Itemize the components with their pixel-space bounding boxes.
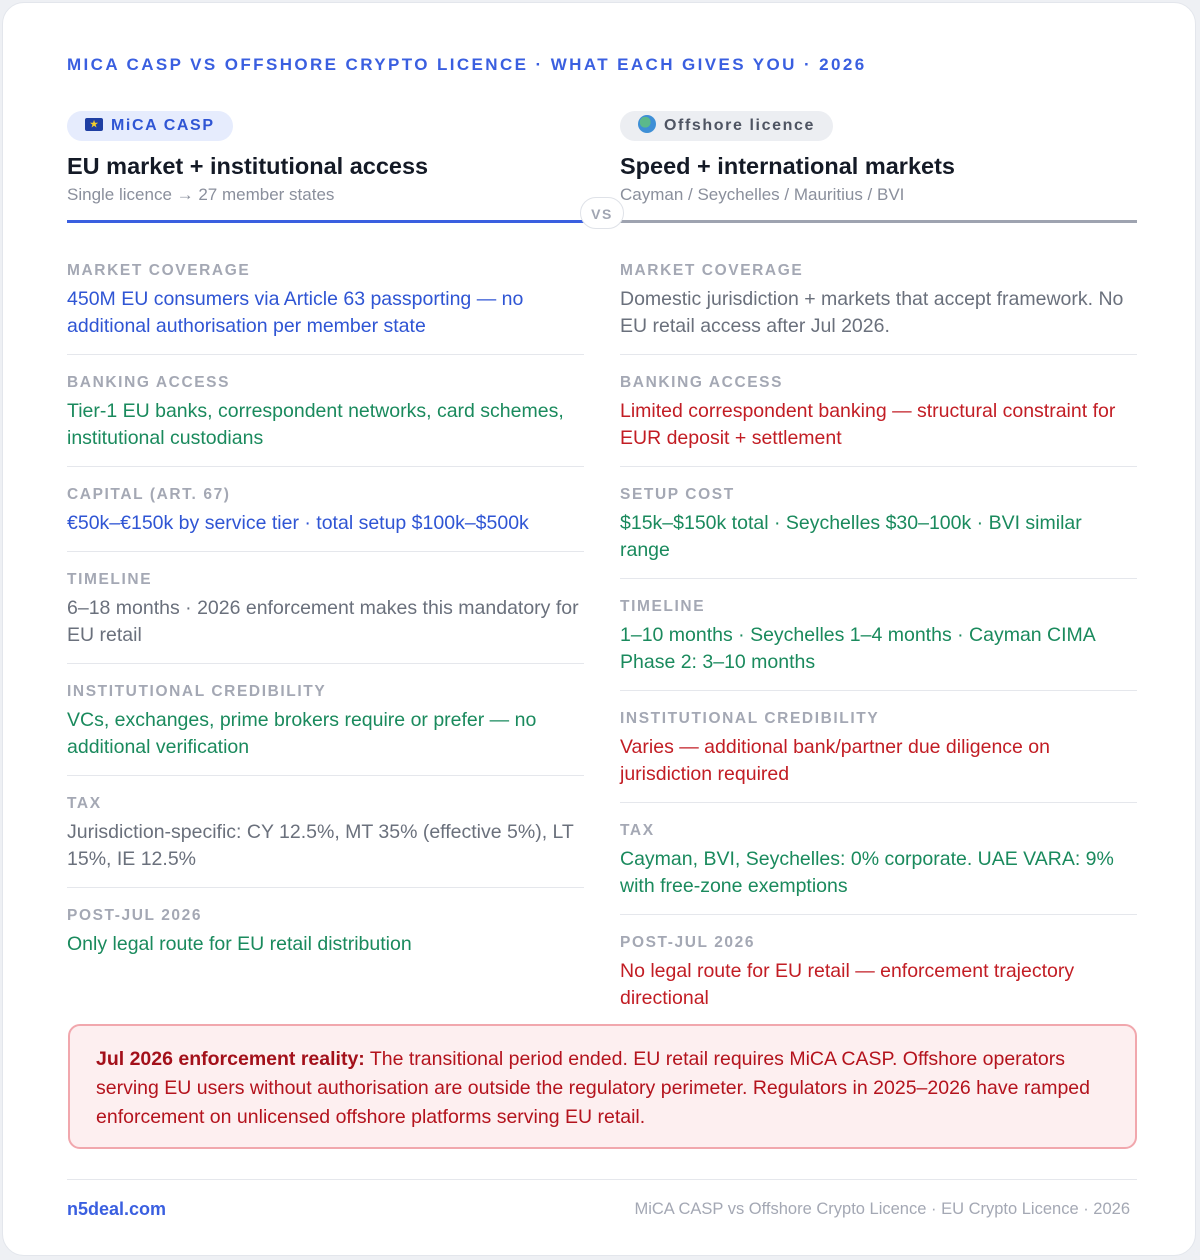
offshore-licence-pill-label: Offshore licence: [664, 117, 815, 134]
row-label: POST-JUL 2026: [620, 934, 756, 951]
row-label: SETUP COST: [620, 486, 735, 503]
mica-row-market-coverage: [67, 243, 584, 355]
offshore-column-subtitle: Cayman / Seychelles / Mauritius / BVI: [620, 185, 905, 204]
mica-casp-pill: [67, 111, 233, 141]
alert-lead: Jul 2026 enforcement reality:: [96, 1048, 365, 1070]
row-value: No legal route for EU retail — enforcement trajectory directional: [620, 960, 1075, 1009]
offshore-row-market-coverage: [620, 243, 1137, 355]
row-value: Jurisdiction-specific: CY 12.5%, MT 35% (effective 5%), LT 15%, IE 12.5%: [67, 821, 574, 870]
mica-column-title: EU market + institutional access: [67, 153, 429, 179]
row-label: TAX: [620, 822, 655, 839]
row-value: €50k–€150k by service tier · total setup $100k–$500k: [67, 512, 529, 534]
mica-row-post-jul-2026: [67, 888, 584, 972]
mica-casp-pill-label: MiCA CASP: [111, 117, 215, 134]
row-value: 450M EU consumers via Article 63 passporting — no additional authorisation per member state: [67, 288, 524, 337]
row-label: CAPITAL (ART. 67): [67, 486, 231, 503]
row-label: BANKING ACCESS: [620, 374, 784, 391]
page-kicker: MICA CASP VS OFFSHORE CRYPTO LICENCE · WHAT EACH GIVES YOU · 2026: [67, 55, 867, 74]
eu-flag-icon: [85, 118, 103, 131]
offshore-row-timeline: [620, 579, 1137, 691]
row-value: VCs, exchanges, prime brokers require or prefer — no additional verification: [67, 709, 537, 758]
row-value: 6–18 months · 2026 enforcement makes this mandatory for EU retail: [67, 597, 579, 646]
offshore-column-title: Speed + international markets: [620, 153, 955, 179]
row-label: TIMELINE: [620, 598, 706, 615]
mica-column-subtitle: Single licence → 27 member states: [67, 185, 335, 204]
row-value: Varies — additional bank/partner due diligence on jurisdiction required: [620, 736, 1050, 785]
row-label: TIMELINE: [67, 571, 153, 588]
row-label: MARKET COVERAGE: [620, 262, 804, 279]
offshore-accent-rule: [620, 220, 1137, 223]
mica-row-timeline: [67, 552, 584, 664]
row-value: Tier-1 EU banks, correspondent networks, card schemes, institutional custodians: [67, 400, 564, 449]
mica-row-banking-access: [67, 355, 584, 467]
enforcement-alert: [68, 1024, 1137, 1149]
offshore-row-tax: [620, 803, 1137, 915]
row-label: POST-JUL 2026: [67, 907, 203, 924]
footer-divider: [67, 1179, 1137, 1180]
row-value: Only legal route for EU retail distribution: [67, 933, 412, 955]
mica-row-capital: [67, 467, 584, 552]
row-label: INSTITUTIONAL CREDIBILITY: [67, 683, 327, 700]
offshore-row-banking-access: [620, 355, 1137, 467]
mica-accent-rule: [67, 220, 584, 223]
mica-column-header: [67, 111, 584, 205]
vs-badge: VS: [580, 197, 624, 229]
mica-row-institutional-credibility: [67, 664, 584, 776]
row-value: $15k–$150k total · Seychelles $30–100k · BVI similar range: [620, 512, 1082, 561]
row-value: 1–10 months · Seychelles 1–4 months · Cayman CIMA Phase 2: 3–10 months: [620, 624, 1095, 673]
offshore-attribute-list: [620, 243, 1137, 1026]
brand-link[interactable]: n5deal.com: [67, 1199, 167, 1219]
offshore-row-institutional-credibility: [620, 691, 1137, 803]
row-label: MARKET COVERAGE: [67, 262, 251, 279]
offshore-column-header: [620, 111, 1137, 205]
row-value: Cayman, BVI, Seychelles: 0% corporate. UAE VARA: 9% with free-zone exemptions: [620, 848, 1114, 897]
globe-icon: [638, 115, 656, 133]
offshore-row-setup-cost: [620, 467, 1137, 579]
alert-body: The transitional period ended. EU retail requires MiCA CASP. Offshore operators serving EU users without authorisation are outside the regulatory perimeter. Regulators in 2025–2026 have ramped enforcement on unlicensed offshore platforms serving EU retail.: [96, 1048, 1090, 1128]
mica-row-tax: [67, 776, 584, 888]
offshore-row-post-jul-2026: [620, 915, 1137, 1026]
row-value: Domestic jurisdiction + markets that accept framework. No EU retail access after Jul 2026.: [620, 288, 1124, 337]
row-label: BANKING ACCESS: [67, 374, 231, 391]
row-label: INSTITUTIONAL CREDIBILITY: [620, 710, 880, 727]
row-label: TAX: [67, 795, 102, 812]
offshore-licence-pill: [620, 111, 833, 141]
comparison-card: [2, 2, 1196, 1256]
row-value: Limited correspondent banking — structural constraint for EUR deposit + settlement: [620, 400, 1116, 449]
mica-attribute-list: [67, 243, 584, 972]
footer-note: MiCA CASP vs Offshore Crypto Licence · EU Crypto Licence · 2026: [634, 1200, 1130, 1218]
